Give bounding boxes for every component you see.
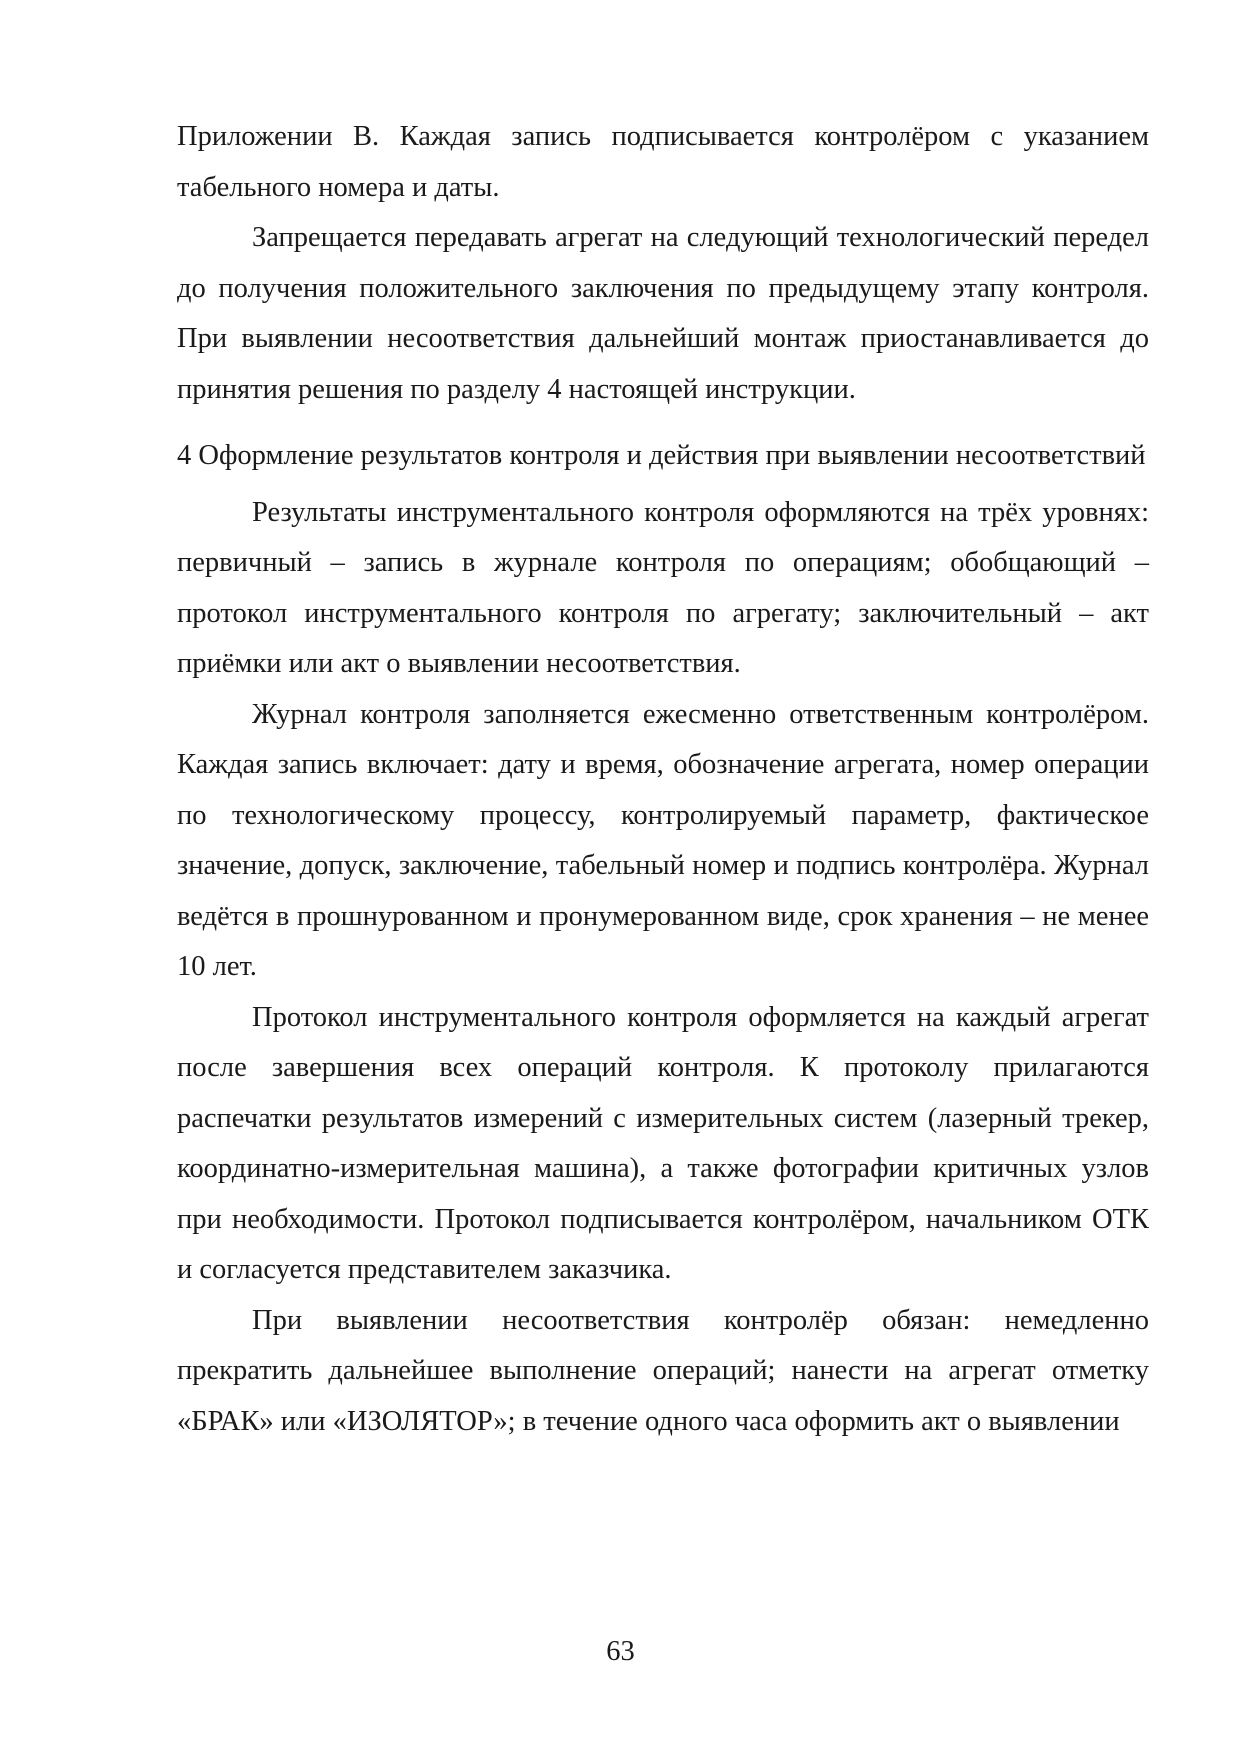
continuation-paragraph: Приложении В. Каждая запись подписывается контролёром с указанием табельного номера и даты. xyxy=(177,121,1149,203)
page-number: 63 xyxy=(606,1636,635,1667)
control-protocol-paragraph: Протокол инструментального контроля оформляется на каждый агрегат после завершения всех операций контроля. К протоколу прилагаются распечатки результатов измерений с измерительных систем (лазерный трекер, координатно-измерительная машина), а также фотографии критичных узлов при необходимости. Протокол подписывается контролёром, начальником ОТК и согласуется представителем заказчика. xyxy=(177,1001,1149,1285)
section-heading: 4 Оформление результатов контроля и действия при выявлении несоответствий xyxy=(177,440,1146,471)
control-journal-paragraph: Журнал контроля заполняется ежесменно ответственным контролёром. Каждая запись включает: дату и время, обозначение агрегата, номер операции по технологическому процессу, контролируемый параметр, фактическое значение, допуск, заключение, табельный номер и подпись контролёра. Журнал ведётся в прошнурованном и пронумерованном виде, срок хранения – не менее 10 лет. xyxy=(177,698,1149,982)
nonconformity-actions-paragraph: При выявлении несоответствия контролёр обязан: немедленно прекратить дальнейшее выполнение операций; нанести на агрегат отметку «БРАК» или «ИЗОЛЯТОР»; в течение одного часа оформить акт о выявлении xyxy=(177,1304,1149,1437)
page-body xyxy=(177,112,1149,1447)
prohibition-paragraph: Запрещается передавать агрегат на следующий технологический передел до получения положительного заключения по предыдущему этапу контроля. При выявлении несоответствия дальнейший монтаж приостанавливается до принятия решения по разделу 4 настоящей инструкции. xyxy=(177,222,1149,405)
results-levels-paragraph: Результаты инструментального контроля оформляются на трёх уровнях: первичный – запись в журнале контроля по операциям; обобщающий – протокол инструментального контроля по агрегату; заключительный – акт приёмки или акт о выявлении несоответствия. xyxy=(177,496,1149,679)
